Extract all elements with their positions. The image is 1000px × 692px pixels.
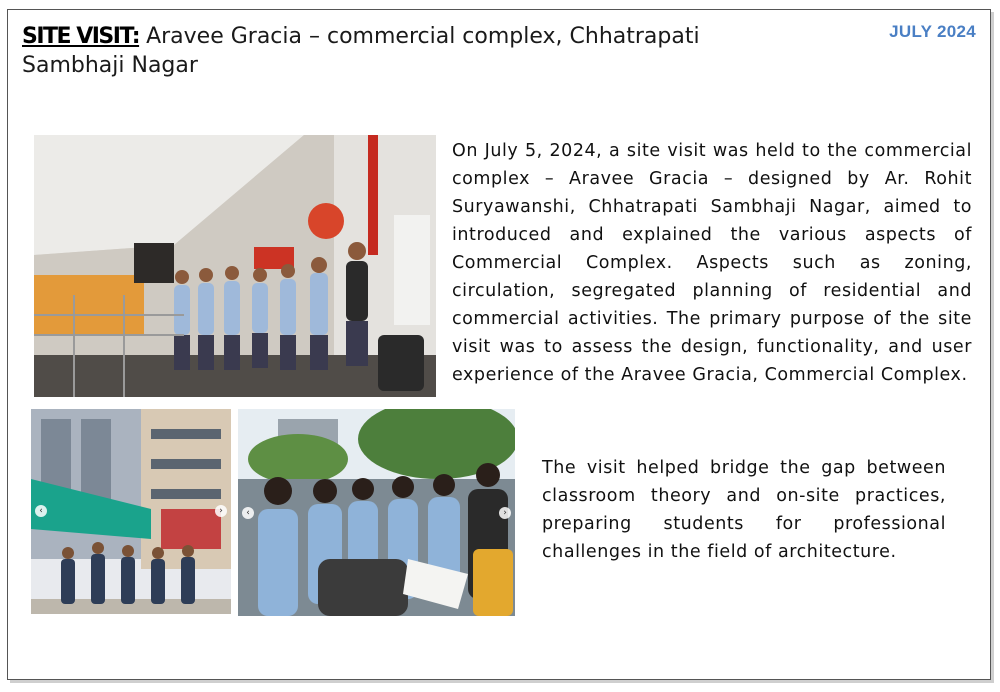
carousel-next-icon[interactable]: ›: [499, 507, 511, 519]
group-photo-staircase: [34, 135, 436, 397]
title-kicker: SITE VISIT:: [22, 24, 140, 49]
carousel-prev-icon[interactable]: ‹: [242, 507, 254, 519]
visit-description-paragraph: On July 5, 2024, a site visit was held to the commercial complex – Aravee Gracia – designed by Ar. Rohit Suryawanshi, Chhatrapati Sambhaji Nagar, aimed to introduced and explained the various aspects of Commercial Complex. Aspects such as zoning, circulation, segregated planning of residential and commercial activities. The primary purpose of the site visit was to assess the design, functionality, and user experience of the Aravee Gracia, Commercial Complex.: [452, 141, 972, 385]
title-text: Aravee Gracia – commercial complex, Chhatrapati Sambhaji Nagar: [22, 24, 700, 78]
page-title: [22, 22, 782, 80]
date-label: JULY 2024: [889, 22, 976, 41]
carousel-next-icon[interactable]: ›: [215, 505, 227, 517]
visit-outcome-paragraph: The visit helped bridge the gap between classroom theory and on-site practices, preparing students for professional challenges in the field of architecture.: [542, 458, 946, 562]
carousel-prev-icon[interactable]: ‹: [35, 505, 47, 517]
students-outdoor-photo: [238, 409, 515, 616]
building-exterior-photo: [31, 409, 231, 614]
